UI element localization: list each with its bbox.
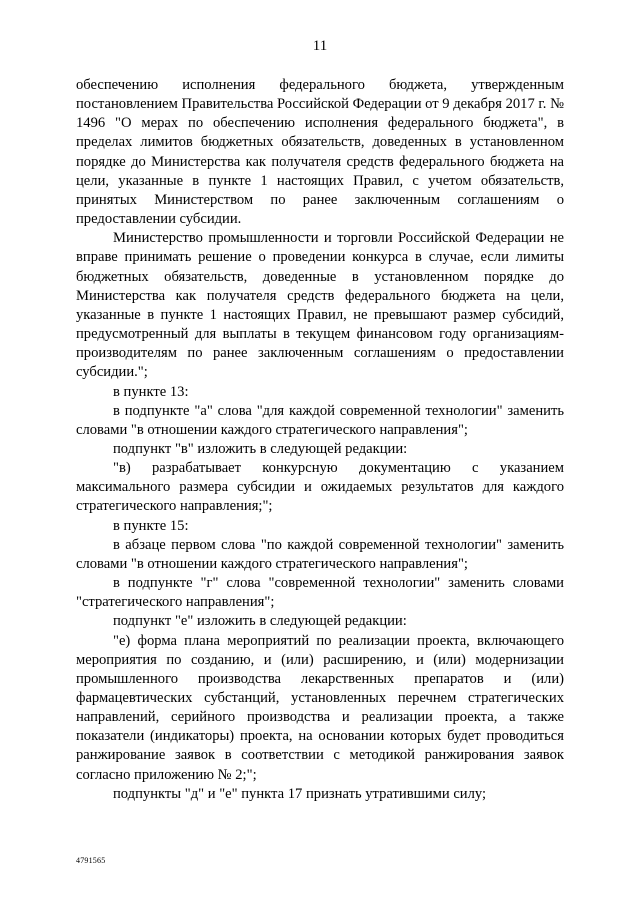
paragraph: в подпункте "а" слова "для каждой современной технологии" заменить словами "в отношении каждого стратегического направления"; bbox=[76, 402, 564, 438]
paragraph: в абзаце первом слова "по каждой современной технологии" заменить словами "в отношении каждого стратегического направления"; bbox=[76, 536, 564, 572]
paragraph: обеспечению исполнения федерального бюджета, утвержденным постановлением Правительства Российской Федерации от 9 декабря 2017 г. № 1496 "О мерах по обеспечению исполнения федерального бюджета", в пределах лимитов бюджетных обязательств, доведенных в установленном порядке до Министерства как получателя средств федерального бюджета на цели, указанные в пункте 1 настоящих Правил, с учетом обязательств, принятых Министерством по ранее заключенным соглашениям о предоставлении субсидии. bbox=[76, 77, 564, 228]
paragraph: "в) разрабатывает конкурсную документацию с указанием максимального размера субсидии и ожидаемых результатов для каждого стратегического направления;"; bbox=[76, 460, 564, 515]
page-number: 11 bbox=[312, 38, 328, 54]
document-body bbox=[76, 76, 564, 804]
paragraph: в подпункте "г" слова "современной технологии" заменить словами "стратегического направления"; bbox=[76, 575, 564, 611]
document-code: 4791565 bbox=[76, 856, 106, 865]
paragraph: Министерство промышленности и торговли Российской Федерации не вправе принимать решение о проведении конкурса в случае, если лимиты бюджетных обязательств, доведенные в установленном порядке до Министерства как получателя средств федерального бюджета на цели, указанные в пункте 1 настоящих Правил, не превышают размер субсидий, предусмотренный для выплаты в текущем финансовом году организациям-производителям по ранее заключенным соглашениям о предоставлении субсидии."; bbox=[76, 230, 564, 381]
paragraph: подпункт "е" изложить в следующей редакции: bbox=[113, 613, 407, 630]
paragraph: "е) форма плана мероприятий по реализации проекта, включающего мероприятия по созданию, и (или) расширению, и (или) модернизации промышленного производства лекарственных препаратов и (или) фармацевтических субстанций, установленных перечнем стратегических направлений, серийного производства и реализации проекта, а также показатели (индикаторы) проекта, на основании которых будет проводиться ранжирование заявок в соответствии с методикой ранжирования заявок согласно приложению № 2;"; bbox=[76, 632, 564, 783]
paragraph: подпункты "д" и "е" пункта 17 признать утратившими силу; bbox=[113, 785, 487, 802]
paragraph: подпункт "в" изложить в следующей редакции: bbox=[113, 440, 408, 457]
paragraph: в пункте 13: bbox=[113, 383, 189, 400]
paragraph: в пункте 15: bbox=[113, 517, 189, 534]
